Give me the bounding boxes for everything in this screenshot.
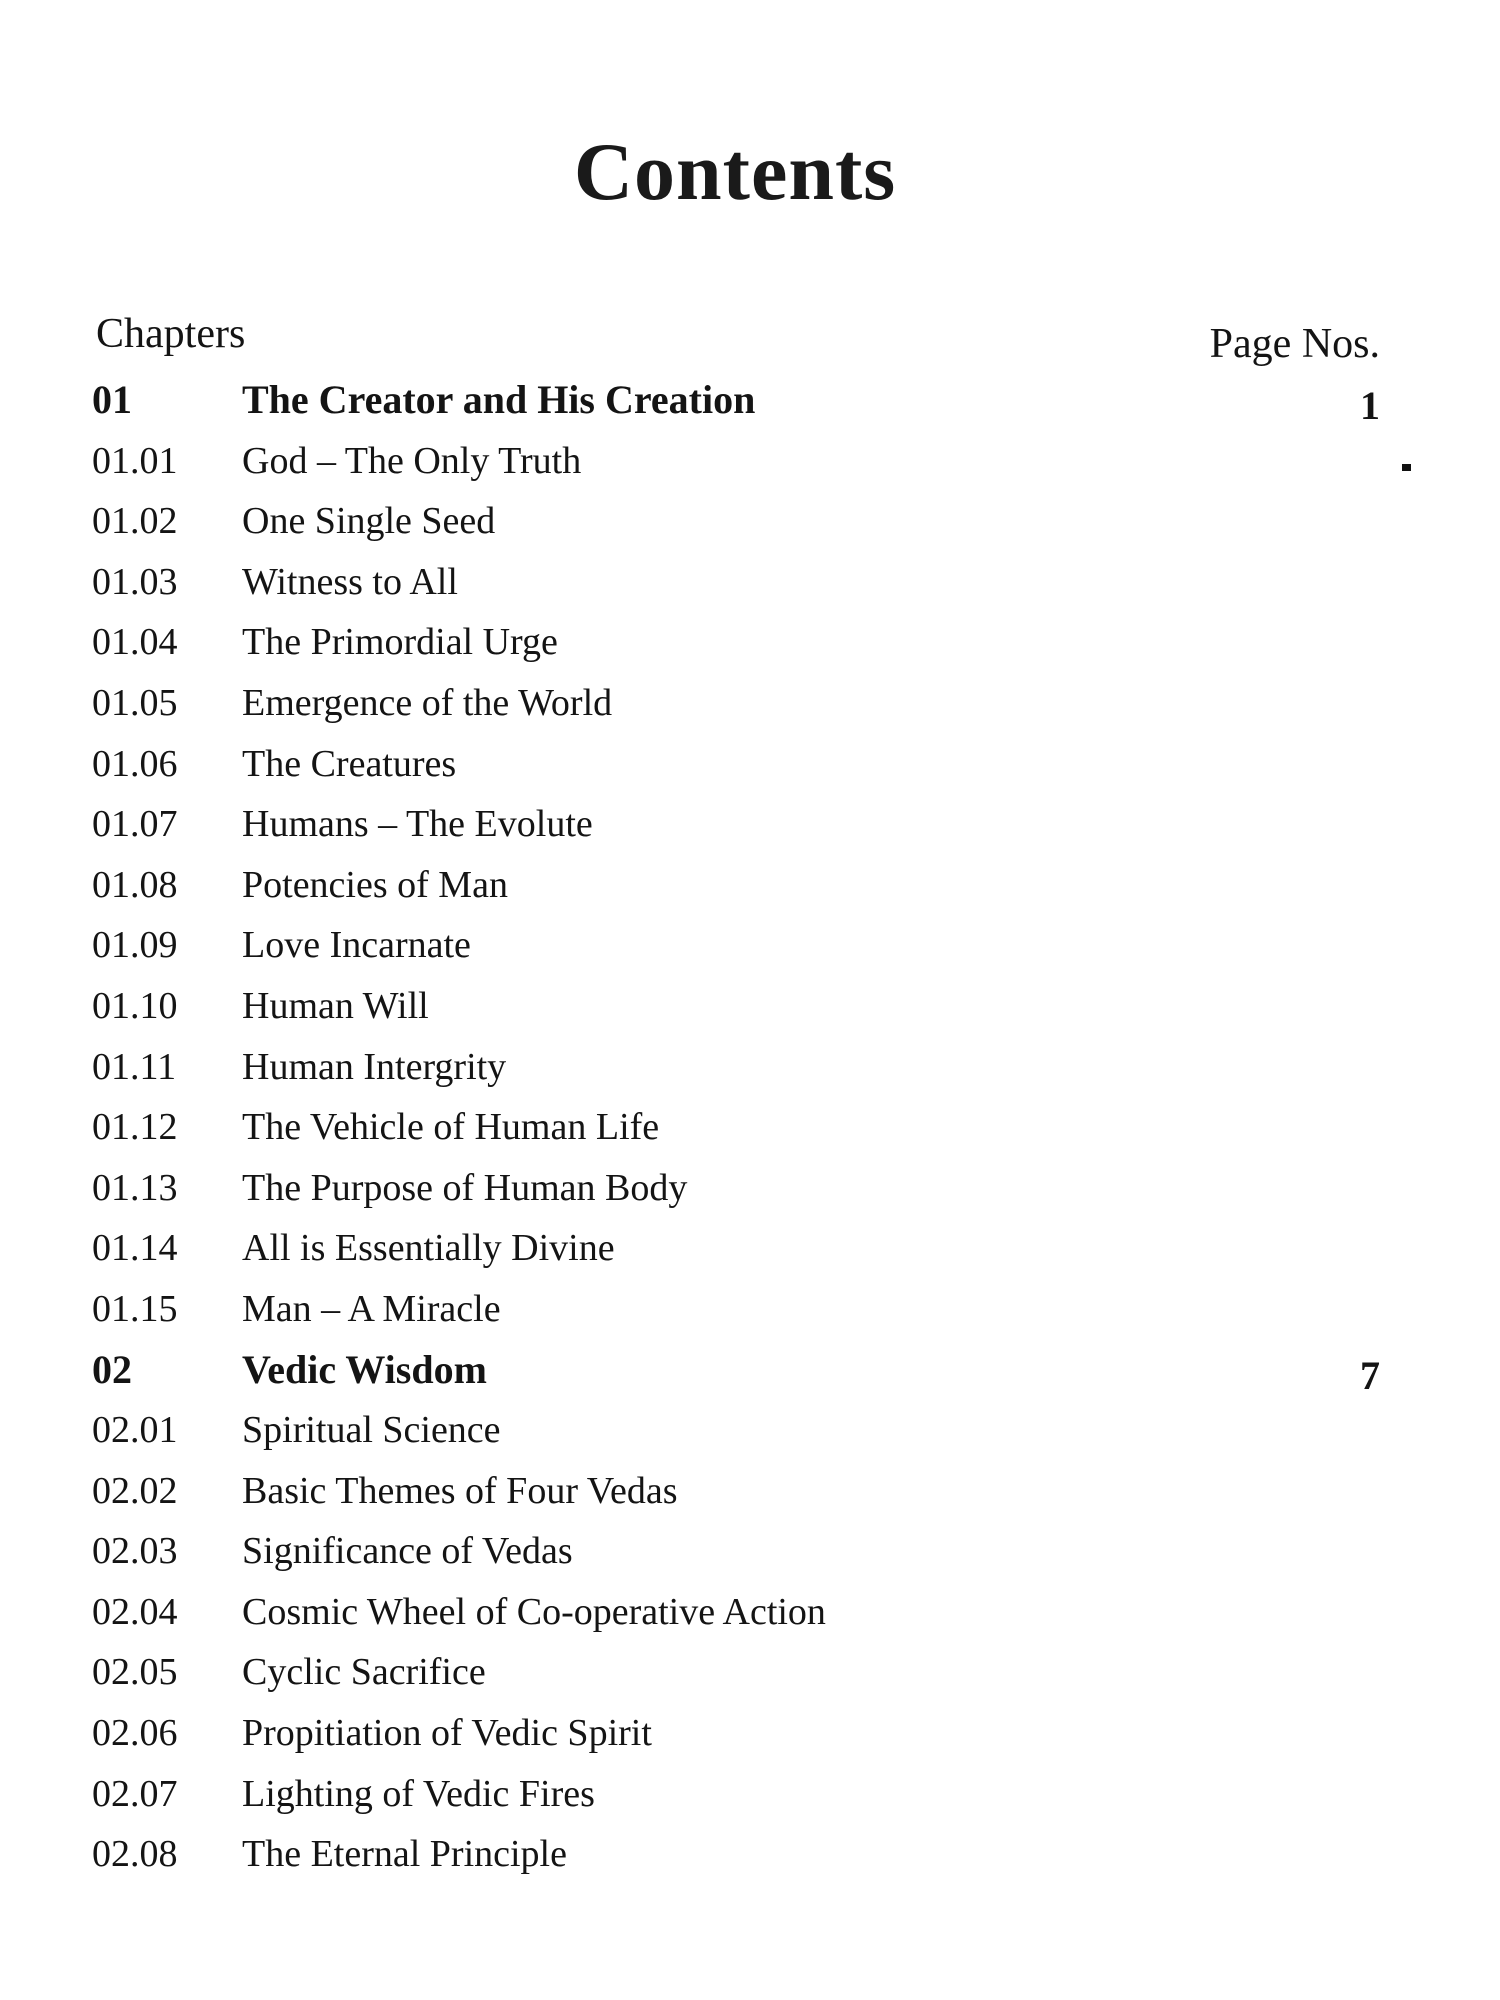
- entry-title: Human Intergrity: [242, 1045, 507, 1088]
- entry-number: 02.04: [92, 1590, 178, 1633]
- entry-title: The Purpose of Human Body: [242, 1166, 688, 1209]
- section-row: [0, 794, 1500, 855]
- section-row: [0, 734, 1500, 795]
- section-row: [0, 1400, 1500, 1461]
- page-title: Contents: [573, 126, 897, 217]
- entry-title: One Single Seed: [242, 500, 496, 543]
- entry-number: 02.01: [92, 1409, 178, 1452]
- entry-number: 02: [92, 1346, 132, 1392]
- entry-number: 01.08: [92, 863, 178, 906]
- section-row: [0, 1158, 1500, 1219]
- section-row: [0, 1218, 1500, 1279]
- section-row: [0, 1279, 1500, 1340]
- section-row: [0, 1703, 1500, 1764]
- table-of-contents: [0, 370, 1500, 1885]
- entry-number: 01.10: [92, 984, 178, 1027]
- entry-title: Human Will: [242, 984, 429, 1027]
- entry-title: Cyclic Sacrifice: [242, 1651, 486, 1694]
- entry-number: 02.08: [92, 1833, 178, 1876]
- section-row: [0, 1824, 1500, 1885]
- entry-title: Propitiation of Vedic Spirit: [242, 1712, 652, 1755]
- section-row: [0, 1582, 1500, 1643]
- section-row: [0, 612, 1500, 673]
- entry-title: Man – A Miracle: [242, 1287, 501, 1330]
- entry-number: 01.07: [92, 803, 178, 846]
- section-row: [0, 673, 1500, 734]
- entry-number: 02.05: [92, 1651, 178, 1694]
- entry-number: 01.11: [92, 1045, 177, 1088]
- entry-number: 01.01: [92, 439, 178, 482]
- section-row: [0, 976, 1500, 1037]
- entry-title: Potencies of Man: [242, 863, 508, 906]
- entry-title: Humans – The Evolute: [242, 803, 593, 846]
- entry-title: Vedic Wisdom: [242, 1346, 487, 1392]
- section-row: [0, 1037, 1500, 1098]
- chapters-column-header: Chapters: [96, 311, 246, 357]
- entry-title: The Creator and His Creation: [242, 377, 756, 422]
- entry-number: 01.13: [92, 1166, 178, 1209]
- section-row: [0, 1521, 1500, 1582]
- section-row: [0, 1764, 1500, 1825]
- entry-title: The Primordial Urge: [242, 621, 558, 664]
- entry-title: The Eternal Principle: [242, 1833, 567, 1876]
- entry-page-number: 7: [1360, 1352, 1380, 1398]
- entry-title: Significance of Vedas: [242, 1530, 573, 1573]
- section-row: [0, 431, 1500, 492]
- entry-number: 01.15: [92, 1287, 178, 1330]
- entry-title: Lighting of Vedic Fires: [242, 1772, 595, 1815]
- section-row: [0, 1461, 1500, 1522]
- section-row: [0, 855, 1500, 916]
- chapter-row: [0, 370, 1500, 431]
- entry-number: 02.07: [92, 1772, 178, 1815]
- page-numbers-column-header: Page Nos.: [1209, 321, 1380, 367]
- entry-title: Basic Themes of Four Vedas: [242, 1469, 678, 1512]
- entry-page-number: 1: [1360, 383, 1380, 428]
- entry-number: 01.03: [92, 560, 178, 603]
- entry-title: Spiritual Science: [242, 1409, 501, 1452]
- entry-number: 01.04: [92, 621, 178, 664]
- entry-number: 02.02: [92, 1469, 178, 1512]
- entry-title: Witness to All: [242, 560, 458, 603]
- entry-title: The Vehicle of Human Life: [242, 1106, 660, 1149]
- entry-number: 01.06: [92, 742, 178, 785]
- entry-title: Cosmic Wheel of Co-operative Action: [242, 1590, 826, 1633]
- entry-number: 01.09: [92, 924, 178, 967]
- section-row: [0, 491, 1500, 552]
- section-row: [0, 915, 1500, 976]
- entry-title: God – The Only Truth: [242, 439, 582, 482]
- entry-number: 01: [92, 377, 132, 422]
- entry-number: 01.05: [92, 681, 178, 724]
- entry-number: 01.14: [92, 1227, 178, 1270]
- entry-number: 01.12: [92, 1106, 178, 1149]
- entry-title: Emergence of the World: [242, 681, 613, 724]
- section-row: [0, 1097, 1500, 1158]
- section-row: [0, 1642, 1500, 1703]
- chapter-row: [0, 1340, 1500, 1401]
- entry-number: 01.02: [92, 500, 178, 543]
- entry-number: 02.03: [92, 1530, 178, 1573]
- entry-number: 02.06: [92, 1712, 178, 1755]
- section-row: [0, 552, 1500, 613]
- entry-title: Love Incarnate: [242, 924, 471, 967]
- entry-title: The Creatures: [242, 742, 457, 785]
- entry-title: All is Essentially Divine: [242, 1227, 615, 1270]
